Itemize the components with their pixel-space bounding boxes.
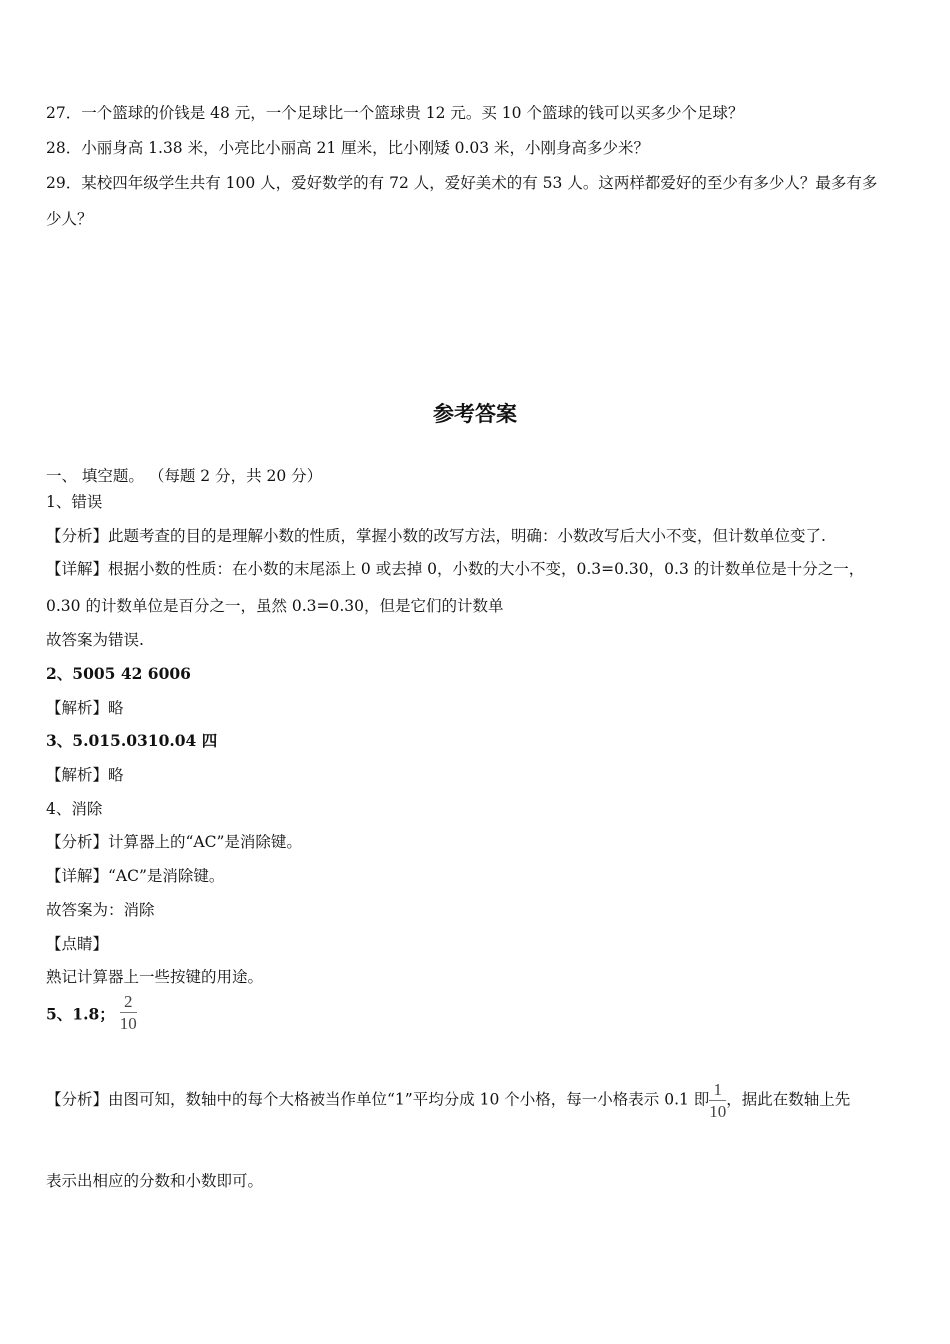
answer-5-analysis-line2: 表示出相应的分数和小数即可。: [46, 1172, 264, 1190]
answer-5-fraction: [120, 993, 137, 1032]
question-29-line1: 29．某校四年级学生共有 100 人，爱好数学的有 72 人，爱好美术的有 53 人。这两样都爱好的至少有多少人？最多有多: [46, 174, 878, 192]
answer-2-explain: 【解析】略: [46, 699, 124, 717]
answer-2-head: 2、5005 42 6006: [46, 664, 191, 683]
answer-5-analysis-fraction: [709, 1081, 726, 1120]
answer-5-analysis-part1: 【分析】由图可知，数轴中的每个大格被当作单位“1”平均分成 10 个小格，每一小格表示 0.1 即: [46, 1090, 710, 1109]
answer-5-analysis-row: [46, 1081, 850, 1120]
answer-4-comment: 熟记计算器上一些按键的用途。: [46, 968, 264, 986]
fraction-numerator: 2: [120, 993, 137, 1013]
answer-4-detail: 【详解】“AC”是消除键。: [46, 867, 225, 885]
answer-4-analysis: 【分析】计算器上的“AC”是消除键。: [46, 833, 302, 851]
answer-5-analysis-part2: ，据此在数轴上先: [726, 1090, 851, 1109]
answer-5-head-row: [46, 992, 137, 1035]
answer-3-explain: 【解析】略: [46, 766, 124, 784]
answer-4-head: 4、消除: [46, 800, 103, 818]
answer-1-analysis: 【分析】此题考查的目的是理解小数的性质，掌握小数的改写方法，明确：小数改写后大小不变，但计数单位变了.: [46, 527, 826, 545]
question-29-line2: 少人？: [46, 210, 93, 228]
answer-1-detail-line1: 【详解】根据小数的性质：在小数的末尾添上 0 或去掉 0，小数的大小不变，0.3=0.30，0.3 的计数单位是十分之一，: [46, 560, 865, 578]
answer-3-head: 3、5.015.0310.04 四: [46, 731, 218, 750]
answer-5-head: 5、1.8；: [46, 1004, 115, 1024]
answer-1-conclusion: 故答案为错误.: [46, 631, 144, 649]
answer-1-head: 1、错误: [46, 493, 103, 511]
page-title: 参考答案: [433, 402, 517, 426]
section-heading: 一、 填空题。 （每题 2 分，共 20 分）: [46, 467, 323, 485]
question-27: 27．一个篮球的价钱是 48 元，一个足球比一个篮球贵 12 元。买 10 个篮球的钱可以买多少个足球？: [46, 104, 744, 122]
answer-4-comment-label: 【点睛】: [46, 935, 109, 953]
fraction-denominator: 10: [119, 1014, 137, 1033]
answer-1-detail-line2: 0.30 的计数单位是百分之一，虽然 0.3=0.30，但是它们的计数单: [46, 597, 504, 615]
fraction-denominator: 10: [709, 1102, 727, 1121]
question-28: 28．小丽身高 1.38 米，小亮比小丽高 21 厘米，比小刚矮 0.03 米，小刚身高多少米？: [46, 139, 650, 157]
fraction-numerator: 1: [709, 1081, 726, 1101]
answer-4-conclusion: 故答案为：消除: [46, 901, 155, 919]
